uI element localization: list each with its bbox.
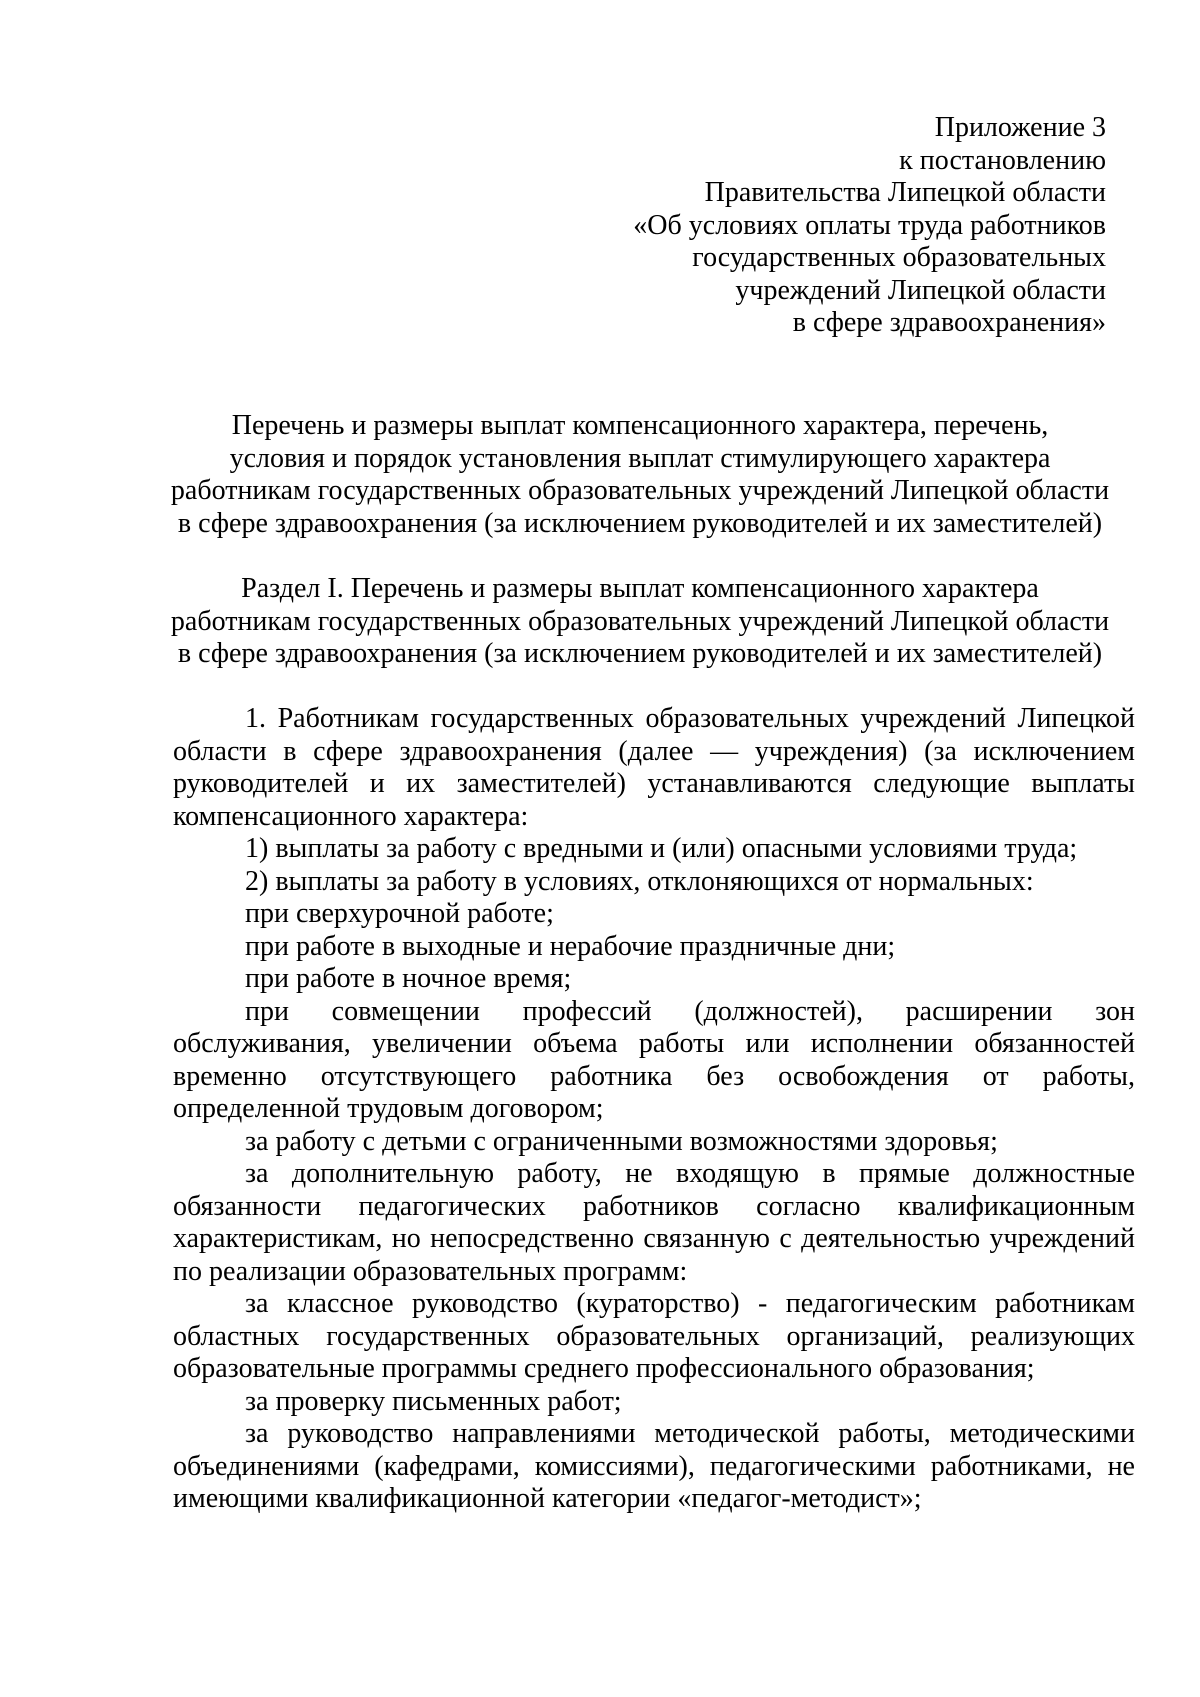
section-line: работникам государственных образовательных учреждений Липецкой области [170, 605, 1110, 637]
paragraph: за работу с детьми с ограниченными возможностями здоровья; [245, 1125, 998, 1157]
title-line: работникам государственных образовательных учреждений Липецкой области [170, 475, 1110, 506]
appendix-line: Приложение 3 [934, 112, 1106, 143]
appendix-line: «Об условиях оплаты труда работников [633, 209, 1106, 241]
document-title [100, 410, 1180, 540]
paragraph: за классное руководство (кураторство) - педагогическим работникам областных государственных образовательных организаций, реализующих образовательные программы среднего профессионального образования; [173, 1288, 1135, 1384]
title-line: условия и порядок установления выплат стимулирующего характера [229, 442, 1051, 474]
paragraph: за дополнительную работу, не входящую в прямые должностные обязанности педагогических работников согласно квалификационным характеристикам, но непосредственно связанную с деятельностью учреждений по реализации образовательных программ: [173, 1158, 1135, 1287]
paragraph: при работе в ночное время; [245, 963, 572, 994]
paragraph: 1. Работникам государственных образовательных учреждений Липецкой области в сфере здравоохранения (далее — учреждения) (за исключением руководителей и их заместителей) устанавливаются следующие выплаты компенсационного характера: [173, 703, 1135, 832]
appendix-line: в сфере здравоохранения» [792, 307, 1106, 338]
appendix-line: к постановлению [899, 144, 1106, 176]
title-line: Перечень и размеры выплат компенсационного характера, перечень, [231, 410, 1049, 441]
paragraph: при совмещении профессий (должностей), расширении зон обслуживания, увеличении объема работы или исполнении обязанностей временно отсутствующего работника без освобождения от работы, определенной трудовым договором; [173, 995, 1135, 1124]
appendix-line: государственных образовательных [692, 242, 1106, 273]
body-text [173, 703, 1135, 1516]
title-line: в сфере здравоохранения (за исключением руководителей и их заместителей) [177, 507, 1103, 539]
paragraph: при сверхурочной работе; [245, 898, 554, 929]
appendix-line: Правительства Липецкой области [704, 177, 1106, 208]
paragraph: при работе в выходные и нерабочие праздничные дни; [245, 930, 896, 962]
section-heading [100, 573, 1180, 671]
paragraph: 1) выплаты за работу с вредными и (или) опасными условиями труда; [245, 833, 1078, 864]
paragraph: за руководство направлениями методической работы, методическими объединениями (кафедрами, комиссиями), педагогическими работниками, не имеющими квалификационной категории «педагог-методист»; [173, 1418, 1135, 1514]
appendix-header [386, 112, 1106, 340]
paragraph: 2) выплаты за работу в условиях, отклоняющихся от нормальных: [245, 865, 1034, 897]
section-line: Раздел I. Перечень и размеры выплат компенсационного характера [241, 573, 1039, 604]
section-line: в сфере здравоохранения (за исключением руководителей и их заместителей) [177, 638, 1103, 669]
appendix-line: учреждений Липецкой области [735, 274, 1106, 306]
paragraph: за проверку письменных работ; [245, 1385, 622, 1417]
